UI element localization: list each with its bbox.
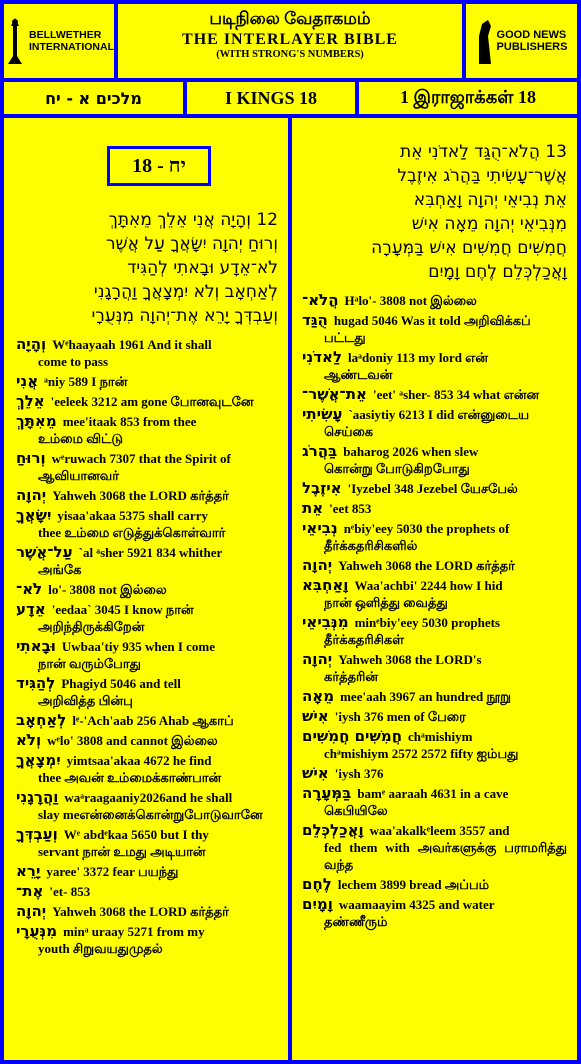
word-entry xyxy=(16,826,278,860)
hebrew-word: נְבִיאֵי xyxy=(302,519,338,537)
word-entry xyxy=(16,883,278,900)
right-verse-block xyxy=(302,140,567,284)
gloss-continuation: come to pass xyxy=(38,354,109,369)
gloss-line: yisaa'akaa 5375 shall carry xyxy=(57,508,208,523)
gloss-line: Phagiyd 5046 and tell xyxy=(61,676,181,691)
hebrew-word: וְהָיָה xyxy=(16,335,47,353)
hebrew-word: וְלֹא xyxy=(16,731,42,749)
bellwether-ram-icon xyxy=(4,16,26,66)
word-entry xyxy=(302,557,567,574)
gloss-line: lo'- 3808 not இல்லை xyxy=(48,582,167,597)
hebrew-word: אֵדָע xyxy=(16,600,46,618)
right-word-list xyxy=(302,292,567,930)
gloss-line: `aasiytiy 6213 I did என்னுடைய xyxy=(348,407,530,422)
gloss-line: laᵃdoniy 113 my lord என் xyxy=(348,350,488,365)
hebrew-word: יְהוָה xyxy=(302,556,333,574)
word-entry xyxy=(16,903,278,920)
word-entry xyxy=(302,765,567,782)
gloss-line: 'eet 853 xyxy=(329,501,372,516)
word-entry xyxy=(16,413,278,447)
hebrew-word: הֻגַּד xyxy=(302,311,328,329)
hebrew-word: מֵאִתָּךְ xyxy=(16,412,57,430)
gloss-line: 'Iyzebel 348 Jezebel யேசபேல் xyxy=(347,481,518,496)
ref-english-text: I KINGS 18 xyxy=(224,87,318,108)
gloss-line: Waa'achbi' 2244 how I hid xyxy=(354,578,503,593)
verse-line: וָאֲכַלְכְּלֵם לֶחֶם וָמָיִם xyxy=(428,262,567,282)
word-entry xyxy=(16,601,278,635)
hebrew-word: יְהוָה xyxy=(16,902,47,920)
verse-line: לֹא־אֵדָע וּבָאתִי לְהַגִּיד xyxy=(127,258,278,278)
word-entry xyxy=(16,732,278,749)
hebrew-word: הֲלֹא־ xyxy=(302,291,339,309)
goodnews-logo xyxy=(466,4,577,78)
gloss-line: 'eet' ᵃsher- 853 34 what என்ன xyxy=(372,387,540,402)
gloss-line: `al ᵃsher 5921 834 whither xyxy=(78,545,223,560)
bellwether-logo xyxy=(4,4,114,78)
gloss-line: wᵉlo' 3808 and cannot இல்லை xyxy=(47,733,218,748)
gloss-line: lechem 3899 bread அப்பம் xyxy=(337,877,490,892)
gloss-line: minᵃ uraay 5271 from my xyxy=(63,924,205,939)
hebrew-word: אִישׁ xyxy=(302,764,329,782)
word-entry xyxy=(302,688,567,705)
hebrew-word: וּבָאתִי xyxy=(16,637,56,655)
gloss-continuation: chᵃmishiym 2572 2572 fifty ஐம்பது xyxy=(324,746,519,761)
word-entry xyxy=(302,406,567,440)
gloss-continuation: பட்டது xyxy=(324,330,366,345)
right-logo-line1: GOOD NEWS xyxy=(496,29,567,41)
hebrew-word: וָאַחְבִּא xyxy=(302,576,349,594)
hebrew-word: אִיזֶבֶל xyxy=(302,479,342,497)
word-entry xyxy=(16,393,278,410)
gloss-line: yaree' 3372 fear பயந்து xyxy=(46,864,179,879)
word-entry xyxy=(16,923,278,957)
gloss-line: waᵃraagaaniy2026and he shall xyxy=(64,790,233,805)
word-entry xyxy=(302,876,567,893)
gloss-line: 'iysh 376 xyxy=(334,766,384,781)
word-entry xyxy=(16,450,278,484)
word-entry xyxy=(302,312,567,346)
word-entry xyxy=(302,520,567,554)
hebrew-word: לֹא־ xyxy=(16,580,43,598)
gloss-line: waamaayim 4325 and water xyxy=(338,897,495,912)
hebrew-word: בַּהֲרֹג xyxy=(302,442,338,460)
gloss-continuation: ஆவியானவர் xyxy=(38,468,120,483)
gloss-line: wᵉruwach 7307 that the Spirit of xyxy=(51,451,231,466)
gloss-line: mee'aah 3967 an hundred நூறு xyxy=(340,689,512,704)
word-entry xyxy=(302,349,567,383)
gloss-line: baharog 2026 when slew xyxy=(343,444,479,459)
gloss-line: Yahweh 3068 the LORD's xyxy=(338,652,482,667)
hebrew-word: יָרֵא xyxy=(16,862,41,880)
hebrew-word: וַהֲרָגָנִי xyxy=(16,788,59,806)
gloss-continuation: அறிந்திருக்கிறேன் xyxy=(38,619,145,634)
gloss-line: 'iysh 376 men of பேரை xyxy=(334,709,466,724)
gloss-continuation: கெபியிலே xyxy=(324,803,388,818)
hebrew-word: יְהוָה xyxy=(16,486,47,504)
gloss-line: chᵃmishiym xyxy=(408,729,473,744)
gloss-continuation: servant நான் உமது அடியான் xyxy=(38,844,206,859)
chapter-box xyxy=(107,146,211,186)
word-entry xyxy=(16,336,278,370)
gloss-line: ᵃniy 589 I நான் xyxy=(44,374,128,389)
hebrew-word: לֶחֶם xyxy=(302,875,332,893)
word-entry xyxy=(302,728,567,762)
gloss-line: bamᵉ aaraah 4631 in a cave xyxy=(357,786,509,801)
verse-line: אֲשֶׁר־עָשִׂיתִי בַּהֲרֹג אִיזֶבֶל xyxy=(397,166,567,186)
gloss-continuation: தீர்க்கதரிசிகள் xyxy=(324,632,404,647)
word-entry xyxy=(16,789,278,823)
verse-line: וְעַבְדְּךָ יָרֵא אֶת־יְהוָה מִנְּעֻרָי xyxy=(91,306,278,326)
word-entry xyxy=(302,785,567,819)
gloss-line: minᵉbiy'eey 5030 prophets xyxy=(354,615,500,630)
hebrew-word: וָאֲכַלְכְּלֵם xyxy=(302,821,364,839)
word-entry xyxy=(16,373,278,390)
gloss-line: Yahweh 3068 the LORD கர்த்தர் xyxy=(52,488,229,503)
word-entry xyxy=(302,822,567,873)
hebrew-word: אֲנִי xyxy=(16,372,39,390)
hebrew-word: לַאדֹנִי xyxy=(302,348,343,366)
hebrew-word: חֲמִשִּׁים חֲמִשִּׁים xyxy=(302,727,403,745)
gloss-continuation: நான் வரும்போது xyxy=(38,656,141,671)
hebrew-word: עָשִׂיתִי xyxy=(302,405,343,423)
ref-hebrew-text: מלכים א - יח xyxy=(45,88,142,108)
left-logo-line1: BELLWETHER xyxy=(29,29,102,41)
hebrew-word: מֵאָה xyxy=(302,687,335,705)
verse-line: לְאַחְאָב וְלֹא יִמְצָאֲךָ וַהֲרָגָנִי xyxy=(93,282,278,302)
left-logo-line2: INTERNATIONAL xyxy=(29,41,114,53)
hebrew-word: עַל־אֲשֶׁר xyxy=(16,543,73,561)
gloss-line: Wᵉ abdᵉkaa 5650 but I thy xyxy=(63,827,209,842)
title-sub: (WITH STRONG'S NUMBERS) xyxy=(216,49,364,60)
hebrew-word: לְהַגִּיד xyxy=(16,674,56,692)
gloss-continuation: fed them with அவர்களுக்கு பராமரித்து வந்த xyxy=(324,840,567,872)
goodnews-hand-icon xyxy=(476,16,494,66)
gloss-continuation: slay meஎன்னைக்கொன்றுபோடுவானே xyxy=(38,807,263,822)
hebrew-word: וָמָיִם xyxy=(302,895,333,913)
gloss-continuation: thee உம்மை எடுத்துக்கொள்வார் xyxy=(38,525,226,540)
hebrew-word: יִמְצָאֲךָ xyxy=(16,751,61,769)
word-entry xyxy=(302,480,567,497)
verse-line: אֵת נְבִיאֵי יְהוָה וָאַחְבִּא xyxy=(413,190,567,210)
gloss-line: 'eedaa` 3045 I know நான் xyxy=(51,602,194,617)
hebrew-word: וְעַבְדְּךָ xyxy=(16,825,58,843)
gloss-continuation: youth சிறுவயதுமுதல் xyxy=(38,941,163,956)
verse-line: 12 וְהָיָה אֲנִי אֵלֵךְ מֵאִתָּךְ xyxy=(108,210,278,230)
gloss-continuation: தீர்க்கதரிசிகளில் xyxy=(324,538,418,553)
gloss-continuation: thee அவன் உம்மைக்காண்பான் xyxy=(38,770,222,785)
hebrew-word: מִנְּבִיאֵי xyxy=(302,613,349,631)
gloss-line: Yahweh 3068 the LORD கர்த்தர் xyxy=(338,558,515,573)
word-entry xyxy=(302,651,567,685)
hebrew-word: אֵת־אֲשֶׁר־ xyxy=(302,385,367,403)
gloss-line: yimtsaa'akaa 4672 he find xyxy=(66,753,212,768)
gloss-line: waa'akalkᵉleem 3557 and xyxy=(369,823,510,838)
title-tamil: படிநிலை வேதாகமம் xyxy=(209,9,371,28)
right-column xyxy=(292,118,577,1060)
word-entry xyxy=(16,863,278,880)
verse-line: וְרוּחַ יְהוָה יִשָּׂאֲךָ עַל אֲשֶׁר xyxy=(105,234,278,254)
word-entry xyxy=(302,386,567,403)
hebrew-word: מִנְּעֻרָי xyxy=(16,922,58,940)
verse-line: 13 הֲלֹא־הֻגַּד לַאדֹנִי אֵת xyxy=(400,142,567,162)
word-entry xyxy=(16,712,278,729)
gloss-line: 'et- 853 xyxy=(49,884,91,899)
word-entry xyxy=(302,500,567,517)
hebrew-word: אֶת־ xyxy=(16,882,44,900)
left-column xyxy=(4,118,288,1060)
word-entry xyxy=(302,577,567,611)
word-entry xyxy=(16,487,278,504)
ref-english xyxy=(187,82,355,114)
gloss-line: 'eeleek 3212 am gone போனவுடனே xyxy=(50,394,254,409)
word-entry xyxy=(16,675,278,709)
word-entry xyxy=(302,292,567,309)
word-entry xyxy=(16,544,278,578)
gloss-line: hugad 5046 Was it told அறிவிக்கப் xyxy=(333,313,531,328)
word-entry xyxy=(16,638,278,672)
hebrew-word: וְרוּחַ xyxy=(16,449,46,467)
word-entry xyxy=(302,443,567,477)
gloss-line: Yahweh 3068 the LORD கர்த்தர் xyxy=(52,904,229,919)
hebrew-word: יִשָּׂאֲךָ xyxy=(16,506,52,524)
gloss-continuation: உம்மை விட்டு xyxy=(38,431,124,446)
gloss-continuation: தண்ணீரும் xyxy=(324,914,388,929)
word-entry xyxy=(16,507,278,541)
gloss-line: nᵉbiy'eey 5030 the prophets of xyxy=(343,521,510,536)
gloss-continuation: ஆண்டவன் xyxy=(324,367,393,382)
gloss-line: Uwbaa'tiy 935 when I come xyxy=(61,639,215,654)
gloss-continuation: நான் ஒளித்து வைத்து xyxy=(324,595,448,610)
ref-tamil-text: 1 இராஜாக்கள் 18 xyxy=(400,86,536,107)
chapter-box-text: יח - 18 xyxy=(132,154,186,177)
hebrew-word: יְהוָה xyxy=(302,650,333,668)
word-entry xyxy=(16,752,278,786)
hebrew-word: אֵת xyxy=(302,499,324,517)
gloss-continuation: அங்கே xyxy=(38,562,82,577)
word-entry xyxy=(302,708,567,725)
hebrew-word: אֵלֵךְ xyxy=(16,392,45,410)
verse-line: חֲמִשִּׁים חֲמִשִּׁים אִישׁ בַּמְּעָרָה xyxy=(371,238,567,258)
ref-tamil xyxy=(359,82,577,114)
word-entry xyxy=(302,896,567,930)
verse-line: מִנְּבִיאֵי יְהוָה מֵאָה אִישׁ xyxy=(411,214,567,234)
ref-hebrew xyxy=(4,82,183,114)
word-entry xyxy=(302,614,567,648)
hebrew-word: בַּמְּעָרָה xyxy=(302,784,352,802)
gloss-continuation: கர்த்தரின் xyxy=(324,669,379,684)
gloss-continuation: கொன்று போடுகிறபோது xyxy=(324,461,470,476)
gloss-line: Wᵉhaayaah 1961 And it shall xyxy=(52,337,212,352)
gloss-line: lᵉ-'Ach'aab 256 Ahab ஆகாப் xyxy=(72,713,234,728)
gloss-line: Hᵃlo'- 3808 not இல்லை xyxy=(344,293,477,308)
right-logo-line2: PUBLISHERS xyxy=(496,41,568,53)
title-block xyxy=(118,4,462,78)
hebrew-word: לְאַחְאָב xyxy=(16,711,67,729)
left-word-list xyxy=(16,336,278,957)
gloss-continuation: செய்கை xyxy=(324,424,374,439)
left-verse-block xyxy=(16,208,278,328)
hebrew-word: אִישׁ xyxy=(302,707,329,725)
title-main: THE INTERLAYER BIBLE xyxy=(182,31,398,48)
gloss-continuation: அறிவித்த பின்பு xyxy=(38,693,133,708)
gloss-line: mee'itaak 853 from thee xyxy=(62,414,197,429)
word-entry xyxy=(16,581,278,598)
